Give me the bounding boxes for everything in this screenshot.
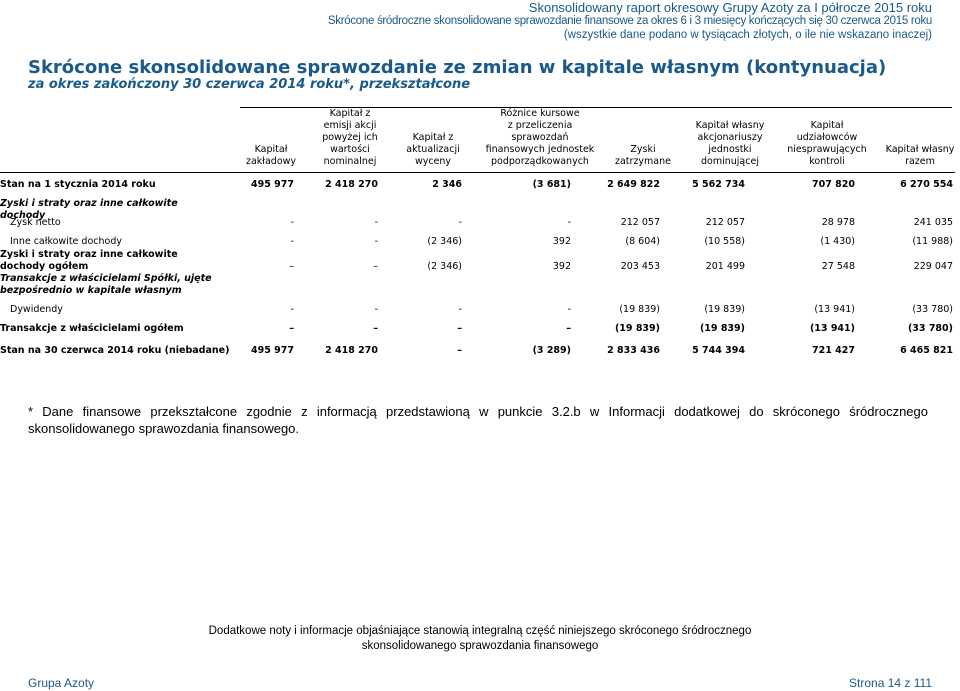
column-header-line: powyżej ich <box>322 132 378 143</box>
table-cell: 2 649 822 <box>607 179 660 190</box>
table-cell: (19 839) <box>704 304 745 315</box>
column-header-line: Kapitał własny <box>885 144 955 155</box>
report-header-line3: (wszystkie dane podano w tysiącach złotych, o ile nie wskazano inaczej) <box>563 29 932 41</box>
row-label: Transakcje z właścicielami Spółki, ujęte bezpośrednio w kapitale własnym <box>0 273 212 296</box>
column-header-line: podporządkowanych <box>491 156 589 167</box>
table-cell: 2 418 270 <box>325 179 378 190</box>
table-cell: 241 035 <box>913 217 953 228</box>
row-label: Stan na 30 czerwca 2014 roku (niebadane) <box>0 345 230 356</box>
table-cell: 28 978 <box>821 217 855 228</box>
table-cell: – <box>289 261 294 272</box>
table-cell: - <box>567 304 571 315</box>
table-cell: 2 346 <box>432 179 462 190</box>
report-header-line1: Skonsolidowany raport okresowy Grupy Azoty za I półrocze 2015 roku <box>528 0 932 15</box>
table-cell: 495 977 <box>251 179 294 190</box>
column-header <box>475 108 605 168</box>
row-label: Dywidendy <box>10 304 63 315</box>
table-cell: (3 681) <box>532 179 571 190</box>
footer-page-number: Strona 14 z 111 <box>849 676 932 690</box>
column-header-line: zakładowy <box>245 156 297 167</box>
column-header-line: Kapitał z <box>412 132 454 143</box>
column-header-line: razem <box>905 156 935 167</box>
table-cell: (19 839) <box>619 304 660 315</box>
table-cell: – <box>457 323 462 334</box>
column-header-line: Kapitał <box>254 144 288 155</box>
table-cell: (19 839) <box>614 323 660 334</box>
table-cell: 392 <box>552 236 571 247</box>
table-cell: 5 562 734 <box>692 179 745 190</box>
column-header-line: sprawozdań <box>511 132 569 143</box>
column-header <box>310 108 390 168</box>
table-cell: (2 346) <box>427 261 462 272</box>
table-cell: – <box>566 323 571 334</box>
table-cell: - <box>290 236 294 247</box>
table-cell: (19 839) <box>699 323 745 334</box>
column-header-line: Kapitał <box>810 120 844 131</box>
table-cell: 6 270 554 <box>900 179 953 190</box>
table-cell: (11 988) <box>912 236 953 247</box>
table-cell: 2 418 270 <box>325 345 378 356</box>
column-header-line: emisji akcji <box>323 120 377 131</box>
table-cell: – <box>373 323 378 334</box>
column-header-line: jednostki <box>708 144 752 155</box>
row-label: Transakcje z właścicielami ogółem <box>0 323 184 334</box>
page-title: Skrócone skonsolidowane sprawozdanie ze zmian w kapitale własnym (kontynuacja) <box>28 57 887 78</box>
column-header-line: nominalnej <box>323 156 377 167</box>
column-header-line: kontroli <box>809 156 845 167</box>
table-cell: (33 780) <box>912 304 953 315</box>
footer-note-line2: skonsolidowanego sprawozdania finansowego <box>361 640 599 652</box>
table-cell: 707 820 <box>812 179 855 190</box>
column-header-line: dominującej <box>701 156 759 167</box>
table-cell: – <box>289 323 294 334</box>
table-cell: (10 558) <box>704 236 745 247</box>
column-header-line: udziałowców <box>796 132 858 143</box>
table-cell: (2 346) <box>427 236 462 247</box>
table-cell: 212 057 <box>705 217 745 228</box>
column-header-line: Różnice kursowe <box>500 108 580 119</box>
table-cell: 229 047 <box>913 261 953 272</box>
column-header-line: Kapitał własny <box>695 120 765 131</box>
column-header <box>393 132 473 168</box>
table-cell: 2 833 436 <box>607 345 660 356</box>
table-cell: 495 977 <box>251 345 294 356</box>
table-cell: 212 057 <box>620 217 660 228</box>
column-header <box>236 144 306 168</box>
table-cell: (13 941) <box>809 323 855 334</box>
row-label: Inne całkowite dochody <box>10 236 122 247</box>
column-header <box>875 144 960 168</box>
row-label: Zysk netto <box>10 217 61 228</box>
table-cell: 392 <box>552 261 571 272</box>
footer-note-line1: Dodatkowe noty i informacje objaśniające stanowią integralną część niniejszego skróconego śródrocznego <box>208 625 752 637</box>
table-cell: 5 744 394 <box>692 345 745 356</box>
table-cell: – <box>457 345 462 356</box>
table-cell: 203 453 <box>620 261 660 272</box>
column-header-line: akcjonariuszy <box>697 132 763 143</box>
table-cell: - <box>374 217 378 228</box>
row-label: Stan na 1 stycznia 2014 roku <box>0 179 156 190</box>
column-header-line: aktualizacji <box>406 144 460 155</box>
column-header <box>772 120 882 168</box>
column-header-line: wyceny <box>414 156 452 167</box>
table-cell: (8 604) <box>625 236 660 247</box>
table-cell: 6 465 821 <box>900 345 953 356</box>
column-header-line: z przeliczenia <box>507 120 573 131</box>
table-cell: (1 430) <box>820 236 855 247</box>
table-cell: (13 941) <box>814 304 855 315</box>
table-cell: - <box>567 217 571 228</box>
footnote: * Dane finansowe przekształcone zgodnie z informacją przedstawioną w punkcie 3.2.b w Informacji dodatkowej do skróconego śródrocznego skonsolidowanego sprawozdania finansowego. <box>28 404 928 436</box>
column-header-line: Kapitał z <box>329 108 371 119</box>
column-header-line: finansowych jednostek <box>485 144 595 155</box>
table-cell: - <box>290 304 294 315</box>
row-label: Zyski i straty oraz inne całkowite dochody <box>0 198 178 221</box>
table-cell: 27 548 <box>821 261 855 272</box>
page-subtitle: za okres zakończony 30 czerwca 2014 roku*, przekształcone <box>28 77 471 92</box>
table-cell: 201 499 <box>705 261 745 272</box>
column-header <box>685 120 775 168</box>
column-header-line: wartości <box>330 144 370 155</box>
footer-company: Grupa Azoty <box>28 676 95 690</box>
table-cell: - <box>458 304 462 315</box>
table-cell: - <box>458 217 462 228</box>
column-header-line: Zyski <box>630 144 656 155</box>
table-cell: (3 289) <box>532 345 571 356</box>
column-header-line: niesprawujących <box>787 144 867 155</box>
column-header <box>603 144 683 168</box>
column-header-line: zatrzymane <box>615 156 671 167</box>
table-cell: - <box>374 236 378 247</box>
table-header-rule <box>0 172 955 173</box>
table-cell: - <box>290 217 294 228</box>
table-cell: - <box>374 304 378 315</box>
row-label: Zyski i straty oraz inne całkowite dochody ogółem <box>0 249 178 272</box>
report-header-line2: Skrócone śródroczne skonsolidowane sprawozdanie finansowe za okres 6 i 3 miesięcy kończących się 30 czerwca 2015 roku <box>327 15 932 27</box>
table-cell: – <box>373 261 378 272</box>
table-cell: 721 427 <box>812 345 855 356</box>
table-cell: (33 780) <box>907 323 953 334</box>
